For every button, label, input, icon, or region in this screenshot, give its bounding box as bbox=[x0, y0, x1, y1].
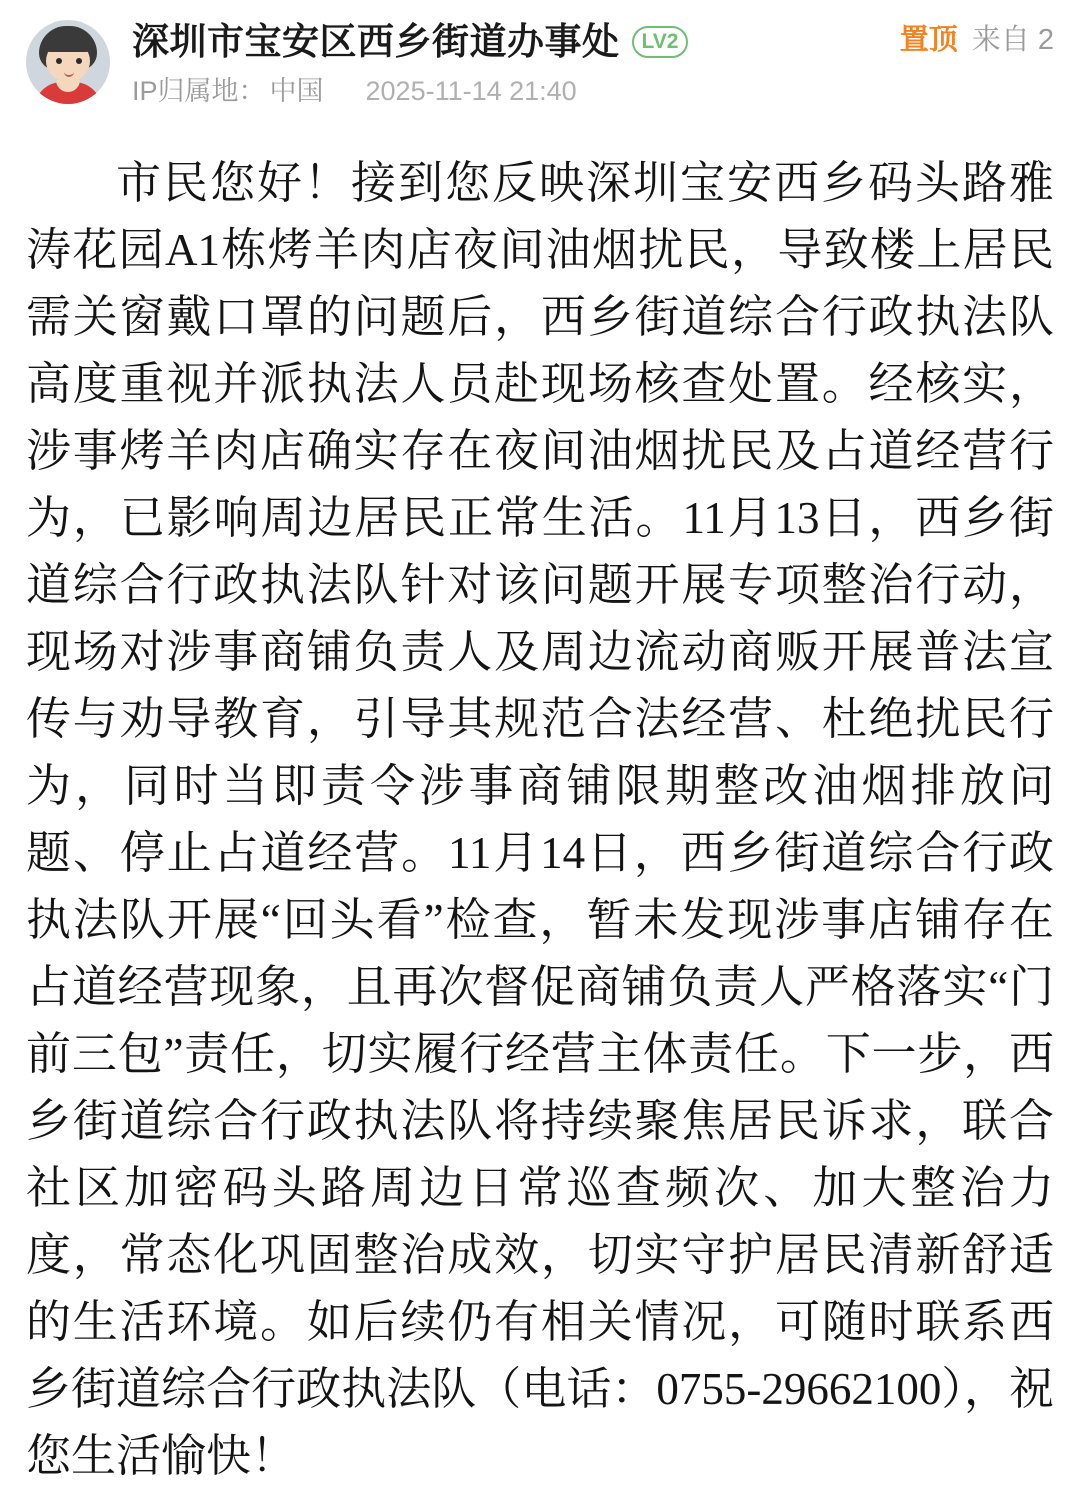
avatar-eye-left-shape bbox=[56, 58, 62, 64]
avatar-fringe-shape bbox=[44, 34, 92, 52]
post-meta-row bbox=[132, 74, 1054, 108]
avatar[interactable] bbox=[26, 20, 110, 104]
level-badge: LV2 bbox=[632, 26, 689, 58]
post-timestamp: 2025-11-14 21:40 bbox=[365, 76, 577, 106]
ip-location-value: 中国 bbox=[269, 76, 324, 106]
pinned-badge: 置顶 bbox=[899, 24, 958, 56]
ip-location-label: IP归属地： bbox=[132, 76, 266, 106]
post-source-label: 来自 2 bbox=[971, 24, 1054, 56]
post-header bbox=[26, 18, 1054, 122]
author-name[interactable]: 深圳市宝安区西乡街道办事处 bbox=[132, 21, 620, 62]
avatar-eye-right-shape bbox=[76, 58, 82, 64]
header-right-flags bbox=[900, 22, 1054, 58]
post-body-text: 市民您好！接到您反映深圳宝安西乡码头路雅涛花园A1栋烤羊肉店夜间油烟扰民，导致楼上居民需关窗戴口罩的问题后，西乡街道综合行政执法队高度重视并派执法人员赴现场核查处置。经核实，涉事烤羊肉店确实存在夜间油烟扰民及占道经营行为，已影响周边居民正常生活。11月13日，西乡街道综合行政执法队针对该问题开展专项整治行动，现场对涉事商铺负责人及周边流动商贩开展普法宣传与劝导教育，引导其规范合法经营、杜绝扰民行为，同时当即责令涉事商铺限期整改油烟排放问题、停止占道经营。11月14日，西乡街道综合行政执法队开展“回头看”检查，暂未发现涉事店铺存在占道经营现象，且再次督促商铺负责人严格落实“门前三包”责任，切实履行经营主体责任。下一步，西乡街道综合行政执法队将持续聚焦居民诉求，联合社区加密码头路周边日常巡查频次、加大整治力度，常态化巩固整治成效，切实守护居民清新舒适的生活环境。如后续仍有相关情况，可随时联系西乡街道综合行政执法队（电话：0755-29662100），祝您生活愉快！ bbox=[26, 158, 1054, 1481]
